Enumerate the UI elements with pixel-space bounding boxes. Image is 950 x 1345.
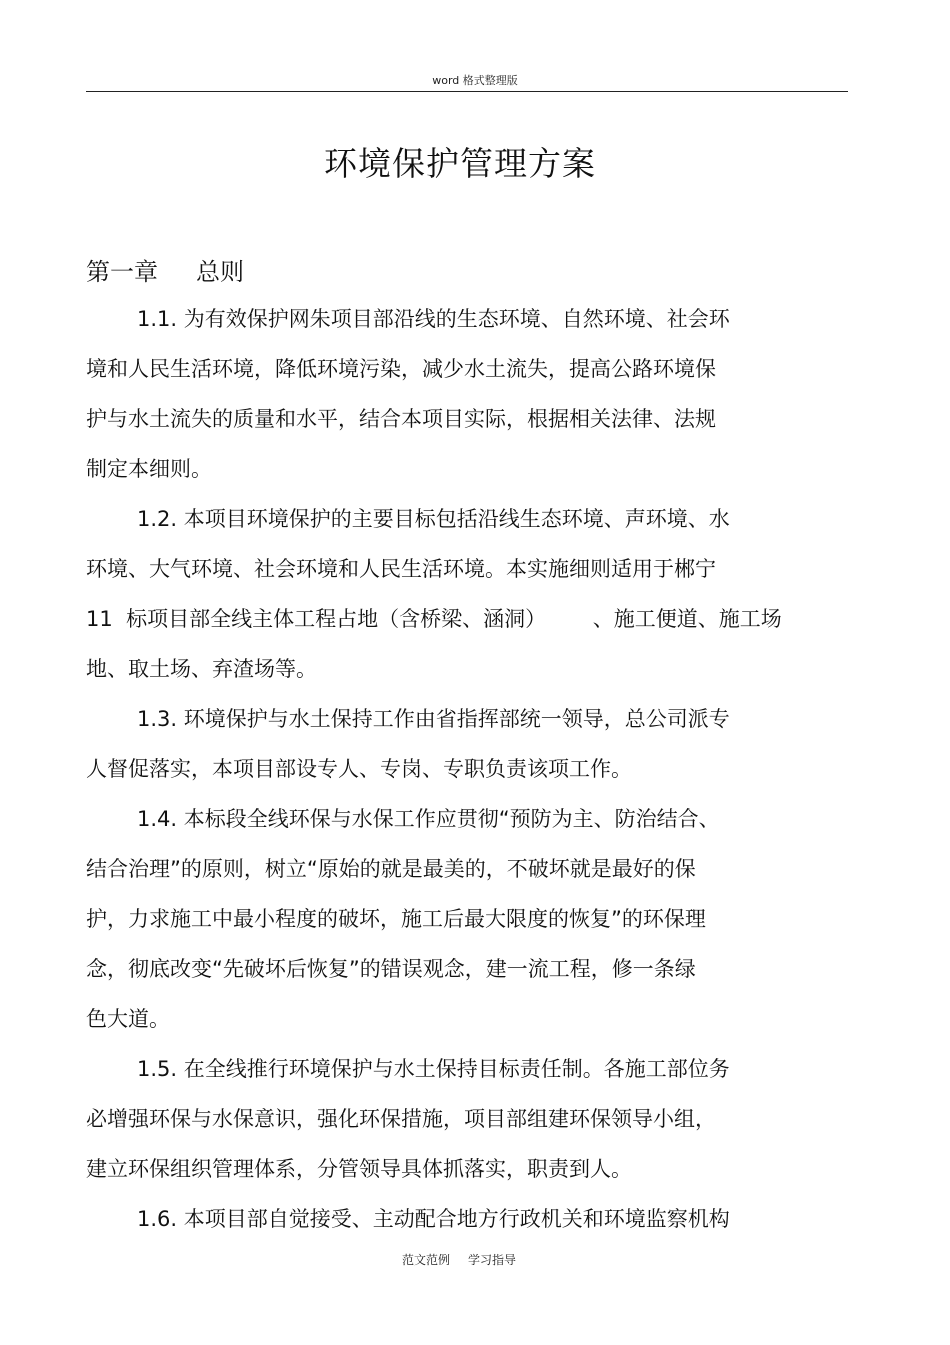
body-line: 念，彻底改变“先破坏后恢复”的错误观念，建一流工程，修一条绿	[86, 957, 696, 981]
body-line: 1.4. 本标段全线环保与水保工作应贯彻“预防为主、防治结合、	[137, 807, 720, 831]
footer-left: 范文范例	[401, 1253, 450, 1267]
body-line: 1.3. 环境保护与水土保持工作由省指挥部统一领导，总公司派专	[137, 707, 730, 731]
body-line: 地、取土场、弃渣场等。	[86, 657, 317, 681]
body-line: 人督促落实，本项目部设专人、专岗、专职负责该项工作。	[86, 757, 632, 781]
body-line: 境和人民生活环境，降低环境污染，减少水土流失，提高公路环境保	[86, 357, 716, 381]
chapter-number: 第一章	[86, 258, 158, 286]
body-line: 1.2. 本项目环境保护的主要目标包括沿线生态环境、声环境、水	[137, 507, 730, 531]
chapter-name: 总则	[196, 258, 244, 286]
document-title: 环境保护管理方案	[324, 144, 596, 183]
body-line: 1.5. 在全线推行环境保护与水土保持目标责任制。各施工部位务	[137, 1057, 730, 1081]
body-line: 必增强环保与水保意识，强化环保措施，项目部组建环保领导小组，	[86, 1107, 716, 1131]
body-line: 结合治理”的原则，树立“原始的就是最美的，不破坏就是最好的保	[86, 857, 696, 881]
body-line: 护，力求施工中最小程度的破坏，施工后最大限度的恢复”的环保理	[86, 907, 706, 931]
page-footer	[0, 1251, 918, 1268]
chapter-heading	[86, 252, 244, 287]
body-line: 建立环保组织管理体系，分管领导具体抓落实，职责到人。	[86, 1157, 632, 1181]
body-line: 环境、大气环境、社会环境和人民生活环境。本实施细则适用于郴宁	[86, 557, 716, 581]
body-line: 1.1. 为有效保护网朱项目部沿线的生态环境、自然环境、社会环	[137, 307, 730, 331]
body-line: 护与水土流失的质量和水平，结合本项目实际，根据相关法律、法规	[86, 407, 716, 431]
body-line: 1.6. 本项目部自觉接受、主动配合地方行政机关和环境监察机构	[137, 1207, 730, 1231]
body-line: 制定本细则。	[86, 457, 212, 481]
body-line: 11 标项目部全线主体工程占地（含桥梁、涵洞） 、施工便道、施工场	[86, 607, 782, 631]
footer-right: 学习指导	[468, 1253, 517, 1267]
header-rule	[86, 91, 848, 92]
page-header: word 格式整理版	[432, 74, 518, 87]
body-line: 色大道。	[86, 1007, 170, 1031]
